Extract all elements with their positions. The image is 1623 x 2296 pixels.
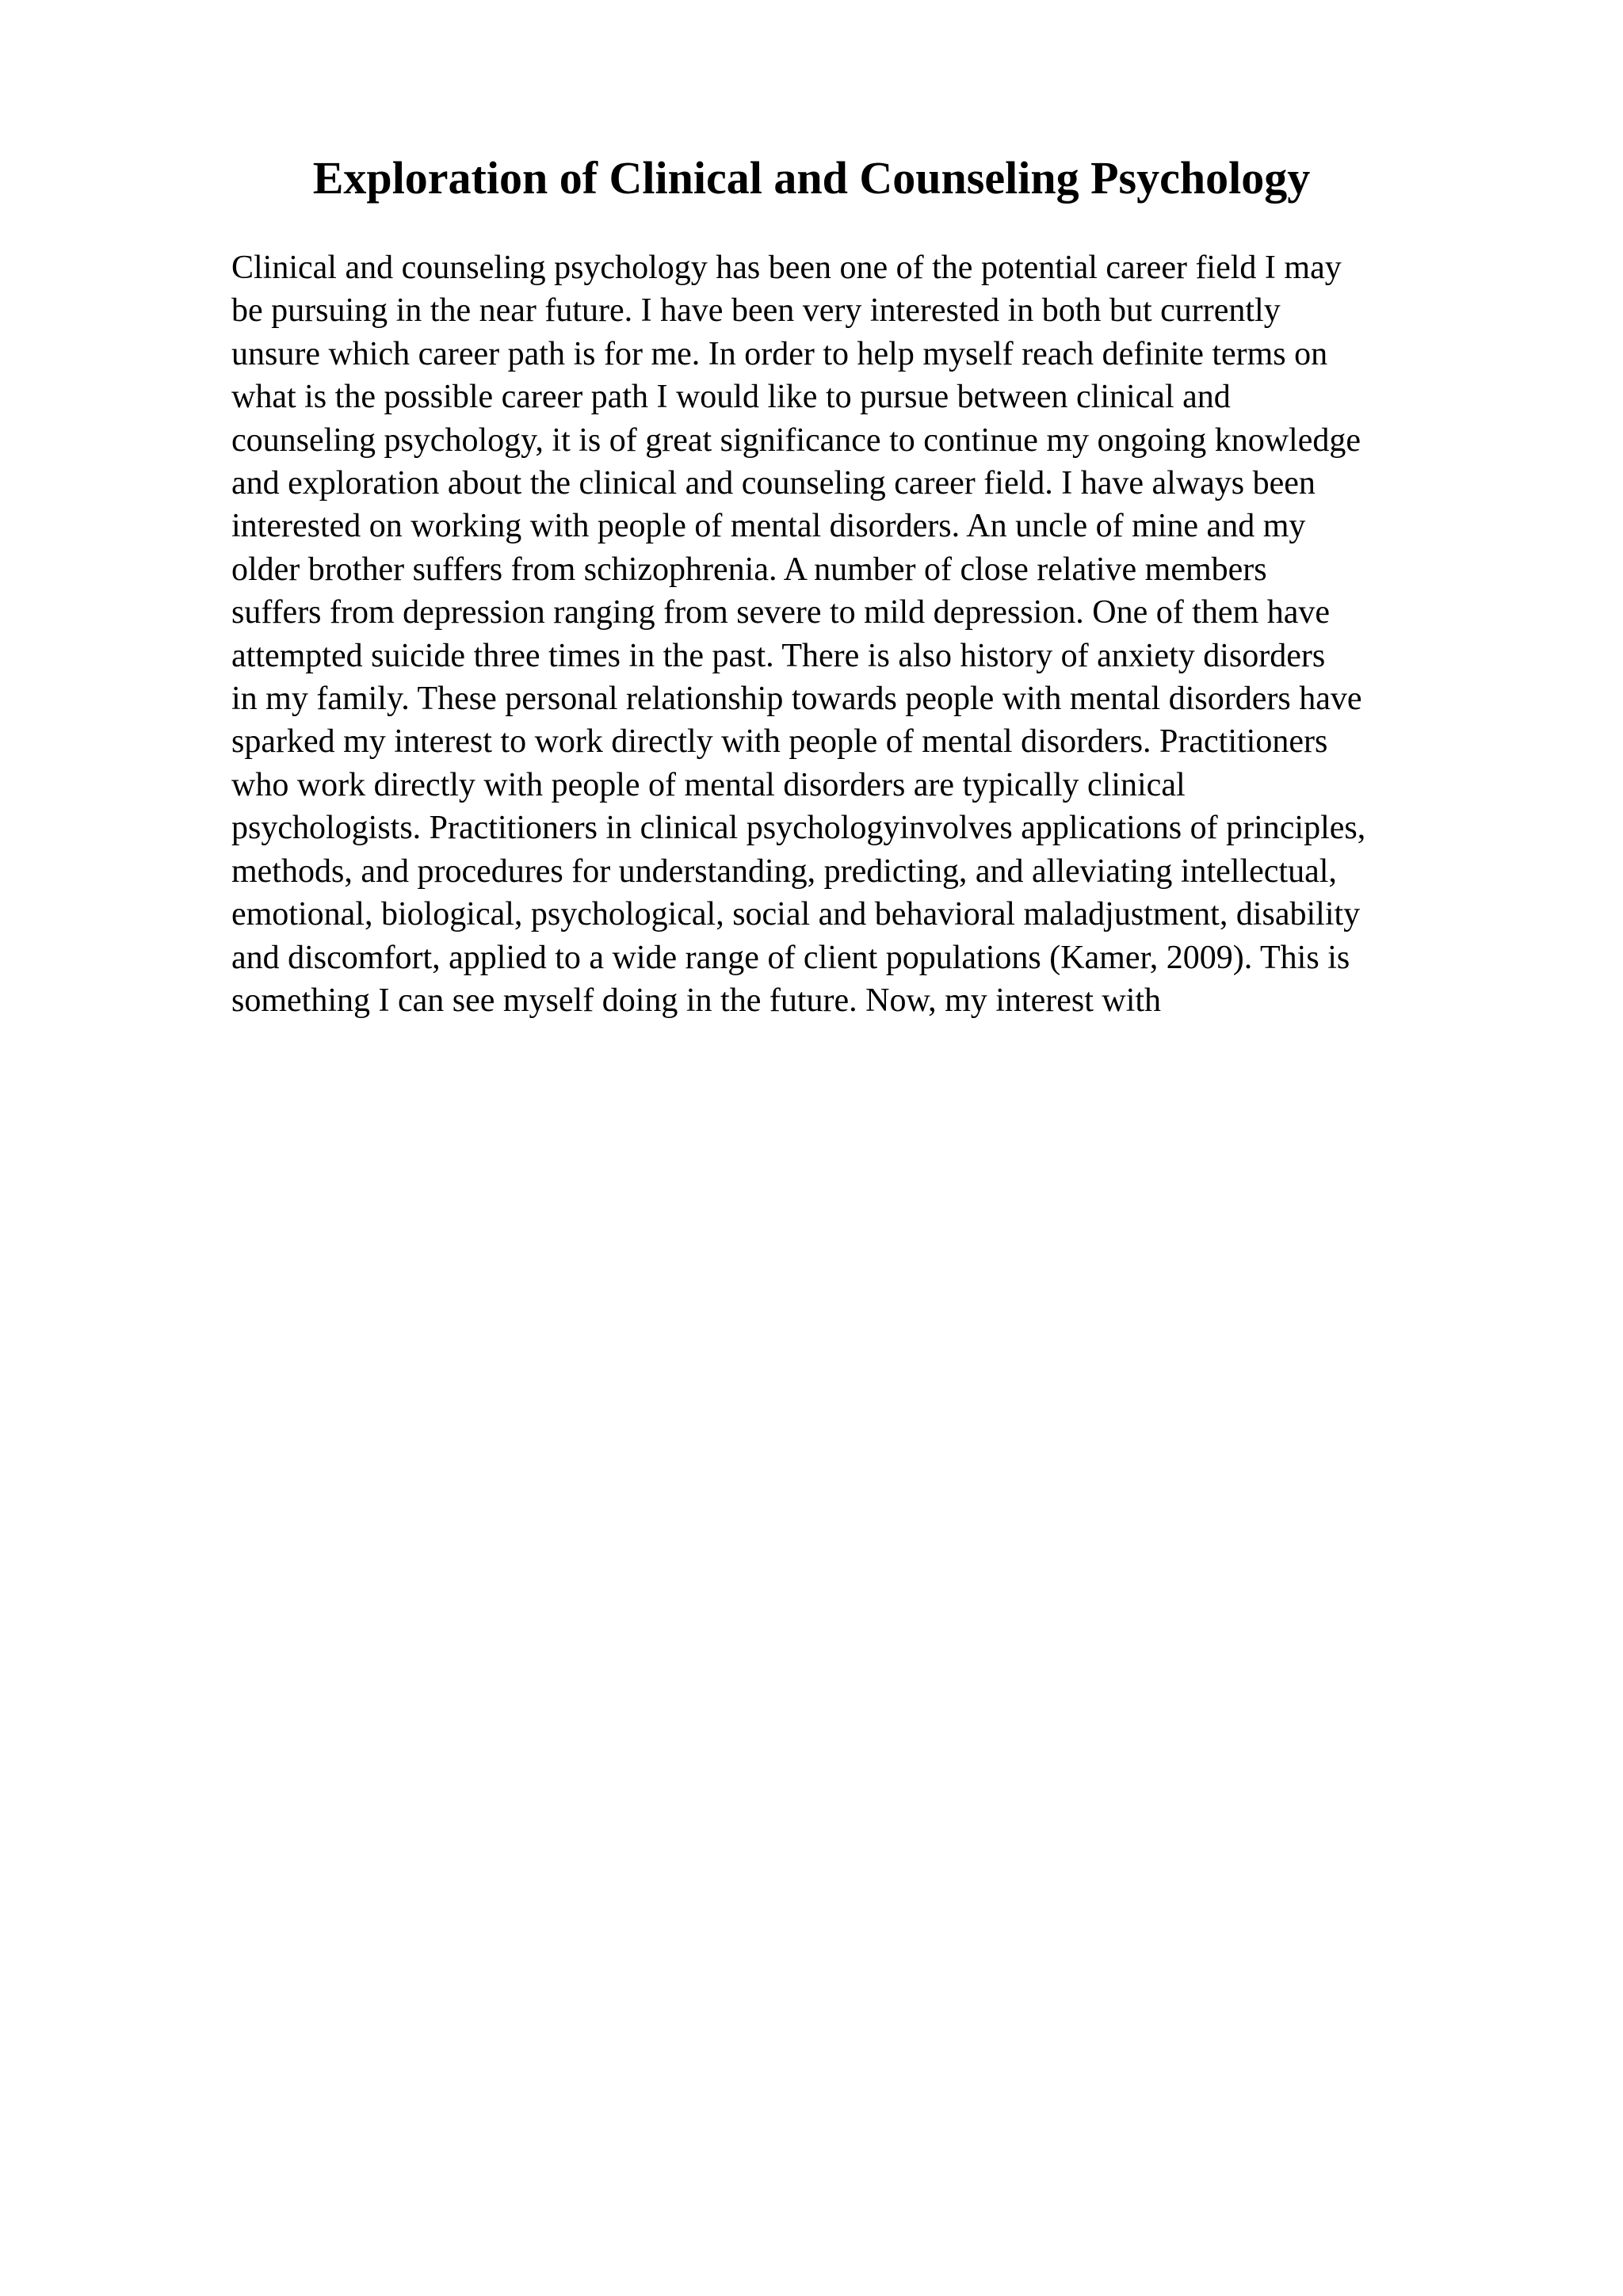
paragraph-line: unsure which career path is for me. In order to help myself reach definite terms on <box>231 335 1328 372</box>
paragraph-line: Clinical and counseling psychology has been one of the potential career field I may <box>231 250 1342 286</box>
paragraph-line: psychologists. Practitioners in clinical psychologyinvolves applications of principles, <box>231 810 1366 847</box>
paragraph-line: and discomfort, applied to a wide range of client populations (Kamer, 2009). This is <box>231 939 1350 976</box>
paragraph-line: interested on working with people of mental disorders. An uncle of mine and my <box>231 508 1306 545</box>
document-title: Exploration of Clinical and Counseling Psychology <box>312 152 1311 204</box>
paragraph-line: be pursuing in the near future. I have been very interested in both but currently <box>231 292 1281 330</box>
paragraph-line: what is the possible career path I would like to pursue between clinical and <box>231 379 1231 416</box>
paragraph-line: attempted suicide three times in the past. There is also history of anxiety disorders <box>231 637 1326 674</box>
paragraph-line: and exploration about the clinical and counseling career field. I have always been <box>231 465 1316 502</box>
paragraph-line: methods, and procedures for understanding, predicting, and alleviating intellectual, <box>231 852 1337 890</box>
paragraph-line: emotional, biological, psychological, social and behavioral maladjustment, disability <box>231 896 1361 933</box>
paragraph-line: counseling psychology, it is of great significance to continue my ongoing knowledge <box>231 421 1361 459</box>
paragraph-line: who work directly with people of mental disorders are typically clinical <box>231 766 1186 803</box>
paragraph-line: sparked my interest to work directly with people of mental disorders. Practitioners <box>231 723 1328 761</box>
paragraph-line: suffers from depression ranging from severe to mild depression. One of them have <box>231 594 1331 631</box>
paragraph-line: in my family. These personal relationship towards people with mental disorders have <box>231 681 1362 718</box>
paragraph-line: something I can see myself doing in the future. Now, my interest with <box>231 982 1162 1019</box>
body-paragraph <box>231 246 1531 1022</box>
paragraph-line: older brother suffers from schizophrenia. A number of close relative members <box>231 551 1267 588</box>
